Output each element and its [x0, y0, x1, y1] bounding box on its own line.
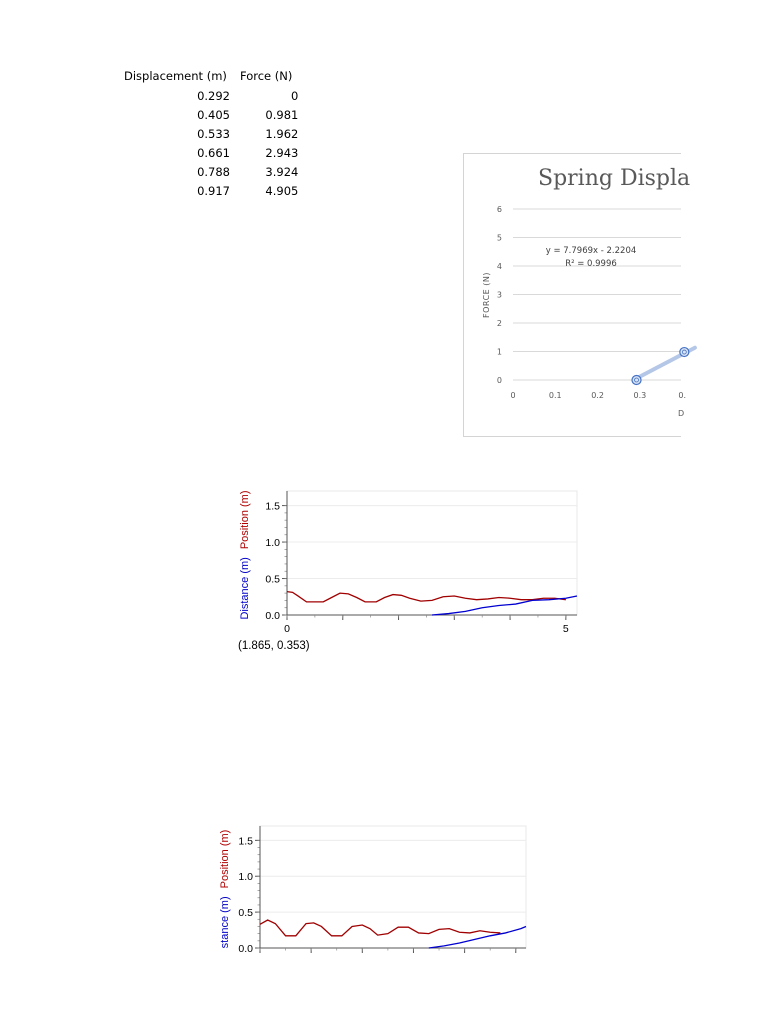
x-tick-label: 0.2	[591, 391, 604, 400]
y-axis-label: FORCE (N)	[482, 272, 491, 318]
logger-plot-1-svg	[222, 480, 582, 640]
y-tick-label: 1.5	[265, 500, 280, 513]
x-tick-label: 0	[284, 623, 290, 635]
displacement-cell: 0.405	[197, 108, 230, 122]
spring-chart	[463, 153, 691, 437]
distance-axis-label: stance (m)	[219, 896, 231, 949]
force-cell: 1.962	[265, 127, 299, 141]
data-point	[680, 348, 689, 357]
x-tick-label: 0.	[678, 391, 687, 400]
y-axis-title	[219, 830, 231, 949]
position-axis-label: Position (m)	[239, 490, 251, 550]
y-tick-label: 2	[496, 319, 502, 328]
displacement-cell: 0.533	[197, 127, 230, 141]
x-tick-label: 0	[510, 391, 516, 400]
displacement-cell: 0.661	[197, 146, 230, 160]
y-tick-label: 3	[496, 290, 502, 300]
y-tick-label: 5	[496, 233, 502, 243]
data-table	[124, 69, 298, 201]
logger-plot-2	[218, 815, 530, 960]
y-tick-label: 1.5	[238, 835, 253, 848]
force-cell: 2.943	[265, 146, 299, 160]
y-tick-label: 0.5	[265, 573, 280, 586]
r-squared-label: R² = 0.9996	[565, 259, 617, 269]
table-row	[124, 87, 298, 106]
y-tick-label: 0	[496, 376, 502, 385]
logger-plot-2-svg	[218, 815, 530, 960]
spring-chart-plot	[464, 154, 687, 436]
force-cell: 3.924	[265, 165, 299, 179]
logger-plot-1	[222, 480, 582, 640]
force-cell: 4.905	[265, 184, 299, 198]
displacement-cell: 0.292	[197, 89, 230, 103]
header-displacement: Displacement (m)	[124, 69, 227, 83]
y-tick-label: 0.5	[238, 907, 253, 920]
table-row	[124, 125, 298, 144]
y-tick-label: 1.0	[238, 871, 253, 884]
plot-area	[287, 491, 577, 615]
y-tick-label: 1	[496, 347, 502, 357]
data-point	[632, 376, 641, 385]
force-cell: 0.981	[265, 108, 299, 122]
table-row	[124, 163, 298, 182]
trendline-equation: y = 7.7969x - 2.2204	[545, 246, 637, 256]
x-tick-label: 5	[562, 623, 569, 635]
x-tick-label: 0.3	[633, 391, 647, 400]
x-tick-label: 0.1	[548, 391, 562, 400]
table-row	[124, 106, 298, 125]
coordinate-readout: (1.865, 0.353)	[238, 640, 310, 652]
chart-title: Spring Displa	[538, 166, 691, 191]
table-row	[124, 144, 298, 163]
displacement-cell: 0.917	[197, 184, 230, 198]
distance-axis-label: Distance (m)	[239, 557, 251, 620]
position-axis-label: Position (m)	[219, 829, 231, 889]
y-tick-label: 1.0	[265, 537, 280, 550]
force-cell: 0	[291, 89, 299, 103]
table-row	[124, 182, 298, 201]
y-tick-label: 4	[496, 262, 502, 271]
x-axis-label-fragment: D	[678, 409, 685, 418]
header-force: Force (N)	[240, 69, 293, 83]
y-tick-label: 0.0	[238, 943, 253, 955]
y-tick-label: 0.0	[265, 610, 280, 622]
y-tick-label: 6	[496, 205, 502, 214]
y-axis-title	[239, 490, 251, 619]
displacement-cell: 0.788	[197, 165, 230, 179]
